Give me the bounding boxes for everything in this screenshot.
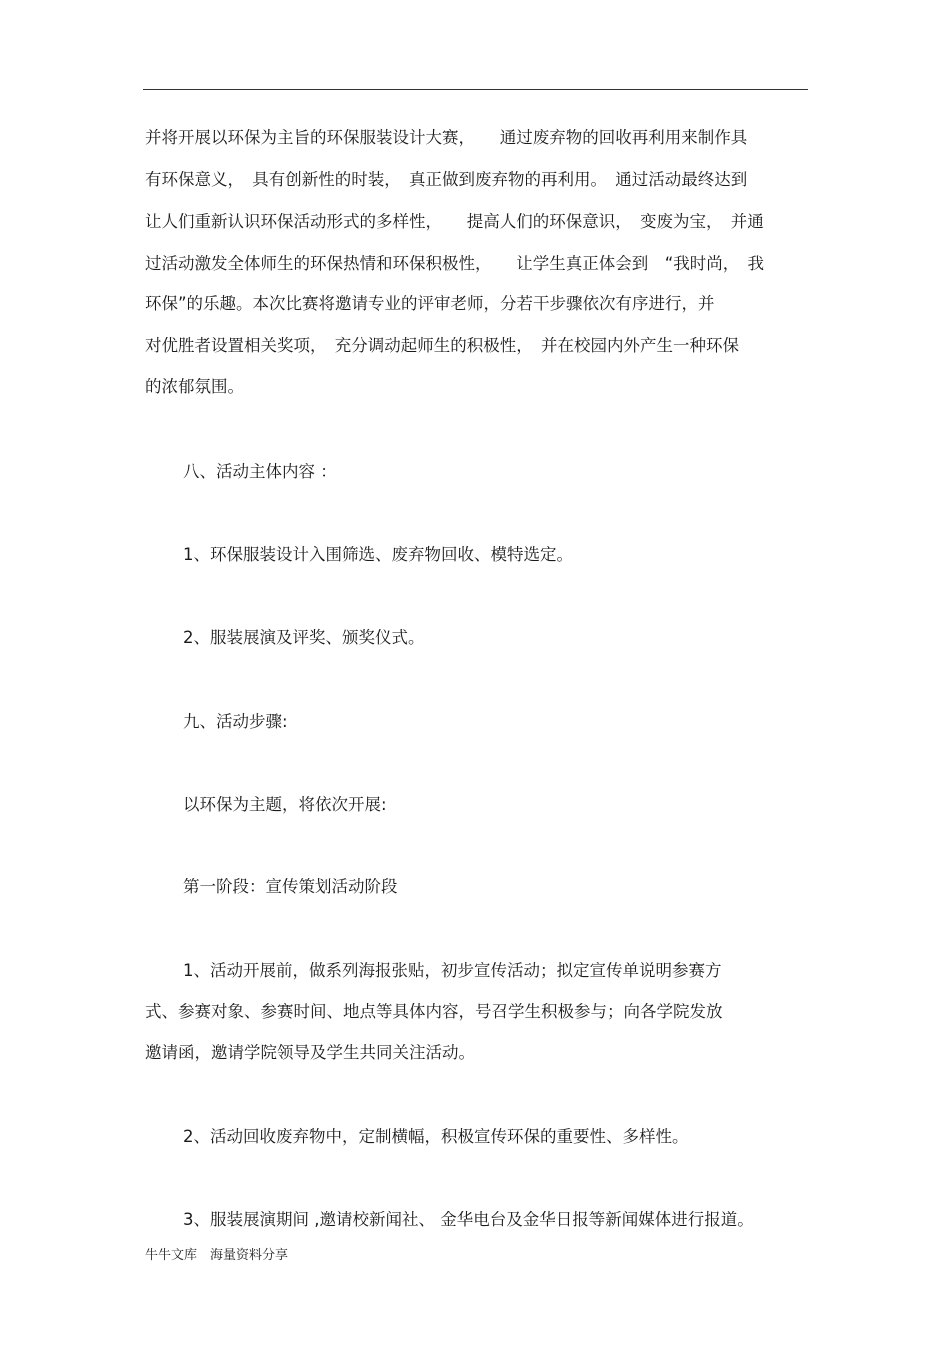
paragraph-line-6: 对优胜者设置相关奖项， 充分调动起师生的积极性， 并在校园内外产生一种环保 — [145, 336, 739, 355]
section-8-item-1: 1、环保服装设计入围筛选、废弃物回收、模特选定。 — [183, 545, 573, 564]
paragraph-line-3: 让人们重新认识环保活动形式的多样性， 提高人们的环保意识， 变废为宝， 并通 — [145, 212, 764, 231]
step-1-line-3: 邀请函，邀请学院领导及学生共同关注活动。 — [145, 1043, 475, 1062]
header-rule — [143, 89, 808, 90]
section-9-intro: 以环保为主题，将依次开展: — [183, 795, 387, 814]
footer-text: 牛牛文库 海量资料分享 — [145, 1248, 289, 1263]
paragraph-line-1: 并将开展以环保为主旨的环保服装设计大赛， 通过废弃物的回收再利用来制作具 — [145, 128, 748, 147]
step-1-line-2: 式、参赛对象、参赛时间、地点等具体内容，号召学生积极参与；向各学院发放 — [145, 1002, 723, 1021]
paragraph-line-7: 的浓郁氛围。 — [145, 377, 244, 396]
section-9-heading: 九、活动步骤: — [183, 712, 288, 731]
step-1-line-1: 1、活动开展前，做系列海报张贴，初步宣传活动；拟定宣传单说明参赛方 — [183, 961, 722, 980]
step-2: 2、活动回收废弃物中，定制横幅，积极宣传环保的重要性、多样性。 — [183, 1127, 689, 1146]
step-3: 3、服装展演期间 ,邀请校新闻社、 金华电台及金华日报等新闻媒体进行报道。 — [183, 1210, 754, 1229]
stage-1-heading: 第一阶段：宣传策划活动阶段 — [183, 877, 398, 896]
paragraph-line-2: 有环保意义， 具有创新性的时装， 真正做到废弃物的再利用。 通过活动最终达到 — [145, 170, 748, 189]
section-8-heading: 八、活动主体内容 ： — [183, 462, 337, 481]
section-8-item-2: 2、服装展演及评奖、颁奖仪式。 — [183, 628, 425, 647]
paragraph-line-4: 过活动激发全体师生的环保热情和环保积极性， 让学生真正体会到 “我时尚， 我 — [145, 254, 765, 273]
paragraph-line-5: 环保”的乐趣。本次比赛将邀请专业的评审老师，分若干步骤依次有序进行，并 — [145, 294, 715, 313]
